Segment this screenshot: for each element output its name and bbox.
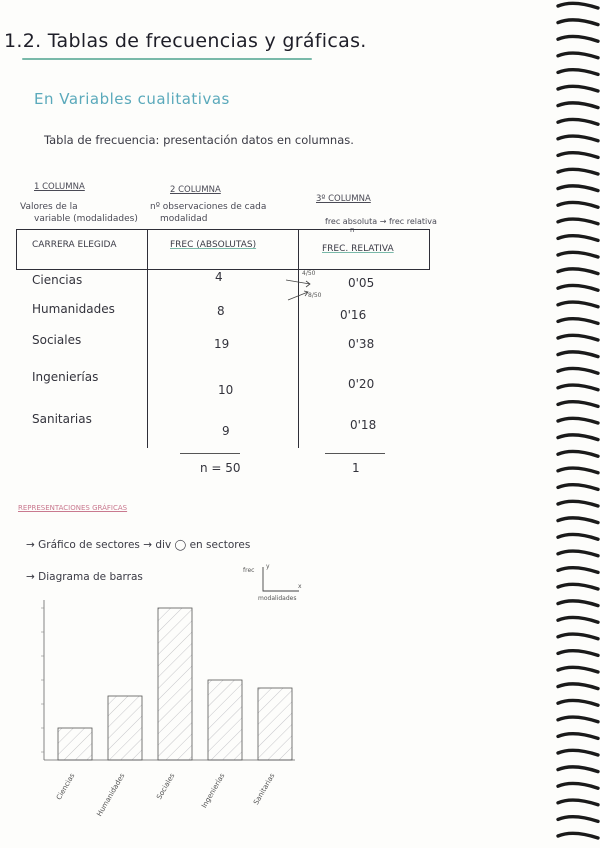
row-abs: 4 (215, 270, 223, 284)
total-line-rel (325, 453, 385, 454)
bullet-sectores: → Gráfico de sectores → div ◯ en sectores (26, 539, 251, 551)
spiral-loop (558, 634, 598, 639)
bar-label-0: Ciencias (54, 772, 77, 802)
spiral-loop (558, 70, 598, 75)
bar-label-4: Sanitarias (252, 772, 277, 807)
row-rel: 0'16 (340, 308, 367, 322)
spiral-loop (558, 335, 598, 340)
column-1-desc-2: variable (modalidades) (34, 214, 138, 224)
spiral-loop (558, 319, 598, 324)
arrow-note-2: 8/50 (308, 292, 322, 299)
spiral-loop (558, 817, 598, 822)
spiral-loop (558, 252, 598, 257)
spiral-loop (558, 667, 598, 672)
row-rel: 0'18 (350, 418, 377, 432)
row-name: Sanitarias (32, 412, 92, 426)
spiral-loop (558, 186, 598, 191)
table-divider-1 (147, 230, 148, 448)
bar-2 (158, 608, 192, 760)
spiral-loop (558, 750, 598, 755)
column-2-desc-1: nº observaciones de cada (150, 202, 267, 212)
bar-0 (58, 728, 92, 760)
total-line-abs (180, 453, 240, 454)
bar-label-1: Humanidades (95, 772, 127, 818)
spiral-loop (558, 286, 598, 291)
spiral-loop (558, 767, 598, 772)
spiral-loop (558, 734, 598, 739)
spiral-loop (558, 120, 598, 125)
bar-3 (208, 680, 242, 760)
spiral-loop (558, 651, 598, 656)
axis-sketch-y-mark: y (266, 563, 270, 570)
arrow-marks (282, 270, 322, 310)
spiral-loop (558, 53, 598, 58)
spiral-loop (558, 717, 598, 722)
spiral-loop (558, 385, 598, 390)
total-rel: 1 (352, 461, 360, 475)
spiral-loop (558, 601, 598, 606)
row-name: Ingenierías (32, 370, 99, 384)
spiral-loop (558, 452, 598, 457)
table-divider-2 (298, 230, 299, 448)
spiral-loop (558, 3, 598, 8)
row-rel: 0'05 (348, 276, 375, 290)
header-frec-abs: FREC (ABSOLUTAS) (170, 240, 257, 250)
spiral-loop (558, 136, 598, 141)
row-rel: 0'38 (348, 337, 375, 351)
header-carrera: CARRERA ELEGIDA (32, 240, 117, 250)
spiral-loop (558, 485, 598, 490)
column-3-desc-2: n (350, 226, 355, 234)
spiral-loop (558, 302, 598, 307)
column-1-desc-1: Valores de la (20, 202, 78, 212)
spiral-loop (558, 269, 598, 274)
row-abs: 19 (214, 337, 230, 351)
spiral-loop (558, 701, 598, 706)
spiral-loop (558, 518, 598, 523)
bar-4 (258, 688, 292, 760)
spiral-loop (558, 800, 598, 805)
bar-label-2: Sociales (155, 772, 177, 801)
title-underline (22, 58, 312, 60)
spiral-loop (558, 203, 598, 208)
spiral-loop (558, 153, 598, 158)
column-3-head: 3º COLUMNA (316, 194, 371, 204)
bar-1 (108, 696, 142, 760)
bar-chart (30, 590, 300, 770)
spiral-loop (558, 369, 598, 374)
spiral-loop (558, 568, 598, 573)
spiral-loop (558, 402, 598, 407)
spiral-loop (558, 584, 598, 589)
representaciones-heading: REPRESENTACIONES GRÁFICAS (18, 504, 128, 512)
spiral-loop (558, 169, 598, 174)
row-abs: 8 (217, 304, 225, 318)
spiral-loop (558, 219, 598, 224)
spiral-loop (558, 784, 598, 789)
axis-sketch-y: frec (243, 567, 255, 574)
arrow-note-1: 4/50 (302, 270, 316, 277)
bullet-barras: → Diagrama de barras (26, 571, 143, 583)
spiral-binding (556, 0, 600, 848)
bar-label-3: Ingenierías (200, 772, 227, 810)
column-3-desc-1: frec absoluta → frec relativa (325, 217, 437, 226)
section-subtitle: En Variables cualitativas (34, 90, 230, 108)
spiral-loop (558, 103, 598, 108)
row-rel: 0'20 (348, 377, 375, 391)
spiral-loop (558, 236, 598, 241)
axis-sketch-x-label: modalidades (258, 595, 297, 602)
spiral-loop (558, 833, 598, 838)
row-name: Sociales (32, 333, 82, 347)
spiral-loop (558, 20, 598, 25)
spiral-loop (558, 352, 598, 357)
spiral-loop (558, 37, 598, 42)
header-frec-rel: FREC. RELATIVA (322, 244, 394, 254)
column-2-desc-2: modalidad (160, 214, 208, 224)
page-title: 1.2. Tablas de frecuencias y gráficas. (4, 30, 367, 52)
spiral-loop (558, 418, 598, 423)
row-abs: 9 (222, 424, 230, 438)
spiral-loop (558, 435, 598, 440)
spiral-loop (558, 535, 598, 540)
row-abs: 10 (218, 383, 234, 397)
axis-sketch-x: x (298, 583, 302, 590)
spiral-loop (558, 501, 598, 506)
spiral-loop (558, 618, 598, 623)
column-1-head: 1 COLUMNA (34, 182, 85, 192)
spiral-loop (558, 551, 598, 556)
total-abs: n = 50 (200, 461, 241, 475)
spiral-loop (558, 86, 598, 91)
row-name: Ciencias (32, 273, 83, 287)
spiral-loop (558, 684, 598, 689)
column-2-head: 2 COLUMNA (170, 185, 221, 195)
spiral-loop (558, 468, 598, 473)
row-name: Humanidades (32, 302, 115, 316)
intro-text: Tabla de frecuencia: presentación datos en columnas. (44, 133, 354, 147)
